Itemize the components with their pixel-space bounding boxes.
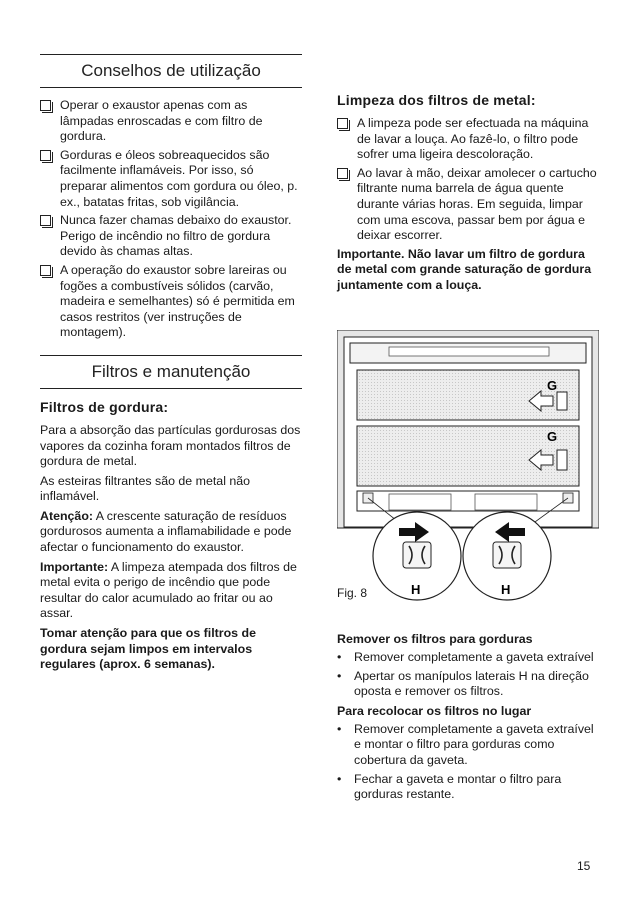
grease-filters-heading: Filtros de gordura: <box>40 398 169 415</box>
list-item: • Fechar a gaveta e montar o filtro para gorduras restante. <box>337 771 562 802</box>
figure-caption: Fig. 8 <box>337 586 368 600</box>
paragraph: As esteiras filtrantes são de metal não inflamável. <box>40 473 251 504</box>
list-item: A operação do exaustor sobre lareiras ou fogões a combustíveis sólidos (carvão, madeira e semelhantes) só é permitida em casos restritos (ver instruções de montagem). <box>40 263 302 341</box>
checkbox-bullet-icon <box>337 116 348 132</box>
right-column <box>337 92 599 298</box>
replace-filters-heading: Para recolocar os filtros no lugar <box>337 703 532 718</box>
bullet-icon: • <box>337 668 342 683</box>
checkbox-bullet-icon <box>337 166 348 182</box>
list-item: • Remover completamente a gaveta extraível <box>337 650 594 664</box>
cleaning-list <box>337 116 599 244</box>
checkbox-bullet-icon <box>40 263 51 279</box>
list-item: Ao lavar à mão, deixar amolecer o cartucho filtrante numa barrela de água quente durante várias horas. Em seguida, limpar com uma escova, passar bem por água e deixar escorrer. <box>337 166 599 244</box>
list-item: A limpeza pode ser efectuada na máquina de lavar a louça. Ao fazê-lo, o filtro pode sofrer uma ligeira descoloração. <box>337 116 599 163</box>
left-column <box>40 54 302 677</box>
usage-advice-list <box>40 98 302 341</box>
section-title-usage: Conselhos de utilização <box>40 54 302 88</box>
filter-removal-diagram <box>337 330 599 604</box>
upper-filter <box>357 370 579 420</box>
h-label: H <box>411 582 421 597</box>
figure-8 <box>337 330 599 604</box>
page-number: 15 <box>577 859 591 873</box>
bullet-icon: • <box>337 650 342 664</box>
bullet-icon: • <box>337 721 342 736</box>
list-item: Operar o exaustor apenas com as lâmpadas enroscadas e com filtro de gordura. <box>40 98 302 145</box>
section-title-maintenance: Filtros e manutenção <box>40 355 302 389</box>
replace-steps-list <box>337 722 599 803</box>
paragraph: Para a absorção das partículas gordurosas dos vapores da cozinha foram montados filtros de gordura de metal. <box>40 422 301 469</box>
h-label: H <box>501 582 511 597</box>
remove-filters-heading: Remover os filtros para gorduras <box>337 632 533 646</box>
filter-instructions <box>337 632 599 807</box>
checkbox-bullet-icon <box>40 213 51 229</box>
paragraph-important: Importante: A limpeza atempada dos filtros de metal evita o perigo de incêndio que pode resultar do calor acumulado ao fritar ou ao assar. <box>40 559 297 621</box>
bullet-icon: • <box>337 771 342 786</box>
list-item: Nunca fazer chamas debaixo do exaustor. Perigo de incêndio no filtro de gordura devido às chamas altas. <box>40 213 302 260</box>
paragraph-attention: Atenção: A crescente saturação de resíduos gordurosos aumenta a inflamabilidade e pode afectar o funcionamento do exaustor. <box>40 508 292 555</box>
g-label: G <box>547 378 558 393</box>
paragraph-bold-note: Tomar atenção para que os filtros de gordura sejam limpos em intervalos regulares (aprox. 6 semanas). <box>40 626 256 672</box>
checkbox-bullet-icon <box>40 148 51 164</box>
metal-filter-cleaning-heading: Limpeza dos filtros de metal: <box>337 92 536 108</box>
list-item: • Apertar os manípulos laterais H na direção oposta e remover os filtros. <box>337 668 589 699</box>
list-item: Gorduras e óleos sobreaquecidos são facilmente inflamáveis. Por isso, só preparar alimentos com gordura ou óleo, p. ex., batatas fritas, sob vigilância. <box>40 148 302 210</box>
g-label: G <box>547 429 558 444</box>
checkbox-bullet-icon <box>40 98 51 114</box>
list-item: • Remover completamente a gaveta extraível e montar o filtro para gorduras como cobertura da gaveta. <box>337 721 594 767</box>
remove-steps-list <box>337 650 599 700</box>
important-note: Importante. Não lavar um filtro de gordura de metal com grande saturação de gordura juntamente com a louça. <box>337 246 592 292</box>
lower-filter <box>357 426 579 486</box>
